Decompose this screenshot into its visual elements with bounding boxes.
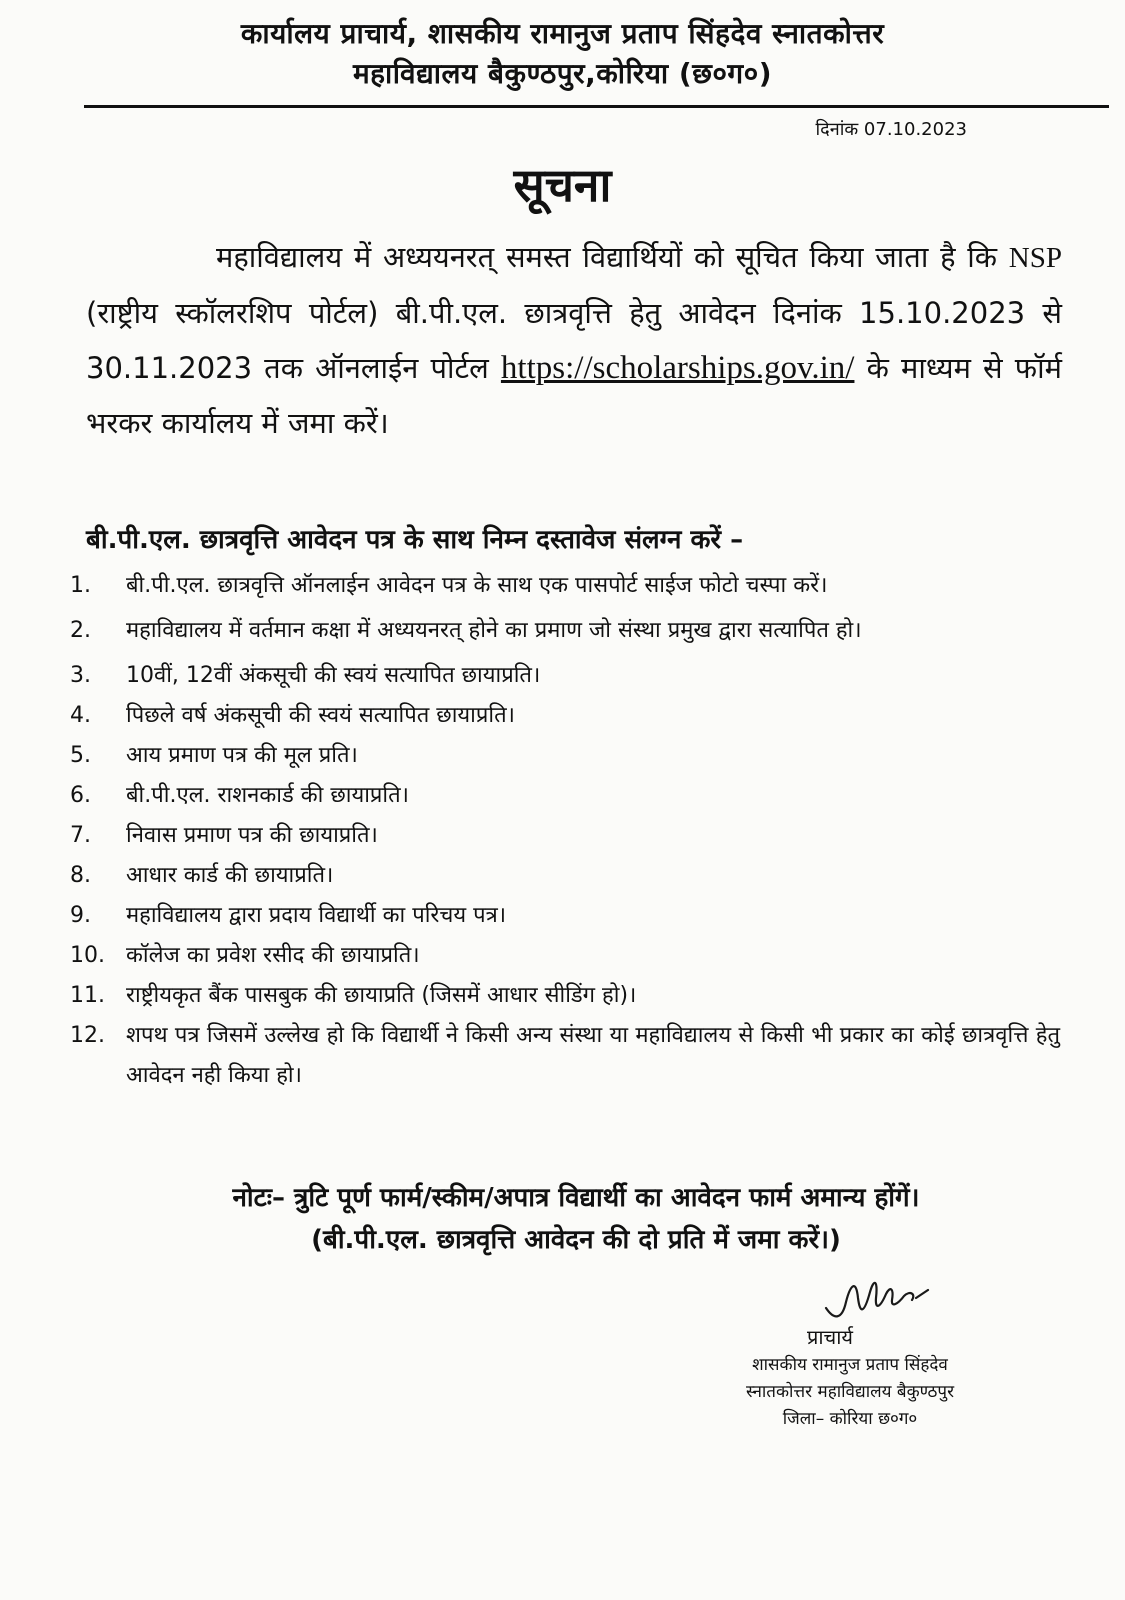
document-text: कॉलेज का प्रवेश रसीद की छायाप्रति। bbox=[126, 943, 420, 968]
document-item-12 bbox=[70, 1016, 1060, 1096]
document-item-8 bbox=[70, 856, 1060, 896]
document-text: बी.पी.एल. राशनकार्ड की छायाप्रति। bbox=[126, 783, 409, 808]
body-text-part3: के माध्यम से फॉर्म भरकर कार्यालय में जमा करें। bbox=[86, 351, 1062, 440]
note-two-copies: (बी.पी.एल. छात्रवृत्ति आवेदन की दो प्रति में जमा करें।) bbox=[311, 1225, 841, 1255]
letterhead-college-line: महाविद्यालय बैकुण्ठपुर,कोरिया (छ०ग०) bbox=[352, 57, 773, 90]
document-item-9 bbox=[70, 896, 1060, 936]
letterhead bbox=[0, 14, 1125, 94]
document-text: आधार कार्ड की छायाप्रति। bbox=[126, 863, 334, 888]
document-text: पिछले वर्ष अंकसूची की स्वयं सत्यापित छायाप्रति। bbox=[126, 703, 515, 728]
document-item-11 bbox=[70, 976, 1060, 1016]
document-item-4 bbox=[70, 696, 1060, 736]
body-text-part1: महाविद्यालय में अध्ययनरत् समस्त विद्यार्थियों को सूचित किया जाता है कि bbox=[216, 240, 1009, 274]
document-number: 6. bbox=[70, 783, 91, 808]
body-text-part2: (राष्ट्रीय स्कॉलरशिप पोर्टल) बी.पी.एल. छात्रवृत्ति हेतु आवेदन दिनांक 15.10.2023 से 30.11.2023 तक ऑनलाईन पोर्टल bbox=[86, 296, 1062, 385]
signatory-block bbox=[700, 1322, 1000, 1433]
scholarship-portal-url: https://scholarships.gov.in/ bbox=[500, 350, 855, 386]
document-number: 8. bbox=[70, 863, 91, 888]
document-text: राष्ट्रीयकृत बैंक पासबुक की छायाप्रति (जिसमें आधार सीडिंग हो)। bbox=[126, 983, 637, 1008]
document-text: आय प्रमाण पत्र की मूल प्रति। bbox=[126, 743, 358, 768]
document-number: 7. bbox=[70, 823, 91, 848]
document-text: निवास प्रमाण पत्र की छायाप्रति। bbox=[126, 823, 378, 848]
document-number: 3. bbox=[70, 663, 91, 688]
document-text: महाविद्यालय द्वारा प्रदाय विद्यार्थी का परिचय पत्र। bbox=[126, 903, 507, 928]
document-number: 1. bbox=[70, 573, 91, 598]
principal-signature bbox=[820, 1268, 940, 1328]
signatory-line-2: स्नातकोत्तर महाविद्यालय बैकुण्ठपुर bbox=[745, 1382, 955, 1402]
document-text: 10वीं, 12वीं अंकसूची की स्वयं सत्यापित छायाप्रति। bbox=[126, 663, 541, 688]
notice-date: दिनांक 07.10.2023 bbox=[815, 119, 967, 140]
document-item-2 bbox=[70, 611, 1060, 651]
letterhead-divider bbox=[84, 105, 1109, 108]
document-item-6 bbox=[70, 776, 1060, 816]
note-invalid-forms: नोटः– त्रुटि पूर्ण फार्म/स्कीम/अपात्र विद्यार्थी का आवेदन फार्म अमान्य होंगें। bbox=[232, 1183, 920, 1213]
document-item-1 bbox=[70, 566, 1060, 606]
document-item-5 bbox=[70, 736, 1060, 776]
signatory-line-3: जिला– कोरिया छ०ग० bbox=[782, 1409, 918, 1429]
signatory-line-1: शासकीय रामानुज प्रताप सिंहदेव bbox=[752, 1355, 948, 1375]
document-text: महाविद्यालय में वर्तमान कक्षा में अध्ययनरत् होने का प्रमाण जो संस्था प्रमुख द्वारा सत्यापित हो। bbox=[126, 618, 862, 643]
notice-title: सूचना bbox=[513, 158, 612, 212]
document-text: शपथ पत्र जिसमें उल्लेख हो कि विद्यार्थी ने किसी अन्य संस्था या महाविद्यालय से किसी भी प्रकार का कोई छात्रवृत्ति हेतु आवेदन नही किया हो। bbox=[126, 1023, 1060, 1088]
document-item-3 bbox=[70, 656, 1060, 696]
body-nsp-abbrev: NSP bbox=[1008, 242, 1062, 274]
letterhead-office-line: कार्यालय प्राचार्य, शासकीय रामानुज प्रताप सिंहदेव स्नातकोत्तर bbox=[240, 17, 885, 50]
document-number: 9. bbox=[70, 903, 91, 928]
document-number: 4. bbox=[70, 703, 91, 728]
signatory-title: प्राचार्य bbox=[806, 1325, 854, 1349]
document-text: बी.पी.एल. छात्रवृत्ति ऑनलाईन आवेदन पत्र के साथ एक पासपोर्ट साईज फोटो चस्पा करें। bbox=[126, 573, 828, 598]
document-number: 10. bbox=[70, 943, 105, 968]
documents-list bbox=[70, 566, 1060, 1096]
notice-body-paragraph bbox=[86, 230, 1062, 451]
document-number: 2. bbox=[70, 618, 91, 643]
document-number: 11. bbox=[70, 983, 105, 1008]
document-item-10 bbox=[70, 936, 1060, 976]
documents-heading: बी.पी.एल. छात्रवृत्ति आवेदन पत्र के साथ निम्न दस्तावेज संलग्न करें – bbox=[86, 525, 744, 555]
document-number: 5. bbox=[70, 743, 91, 768]
document-number: 12. bbox=[70, 1023, 105, 1048]
document-item-7 bbox=[70, 816, 1060, 856]
